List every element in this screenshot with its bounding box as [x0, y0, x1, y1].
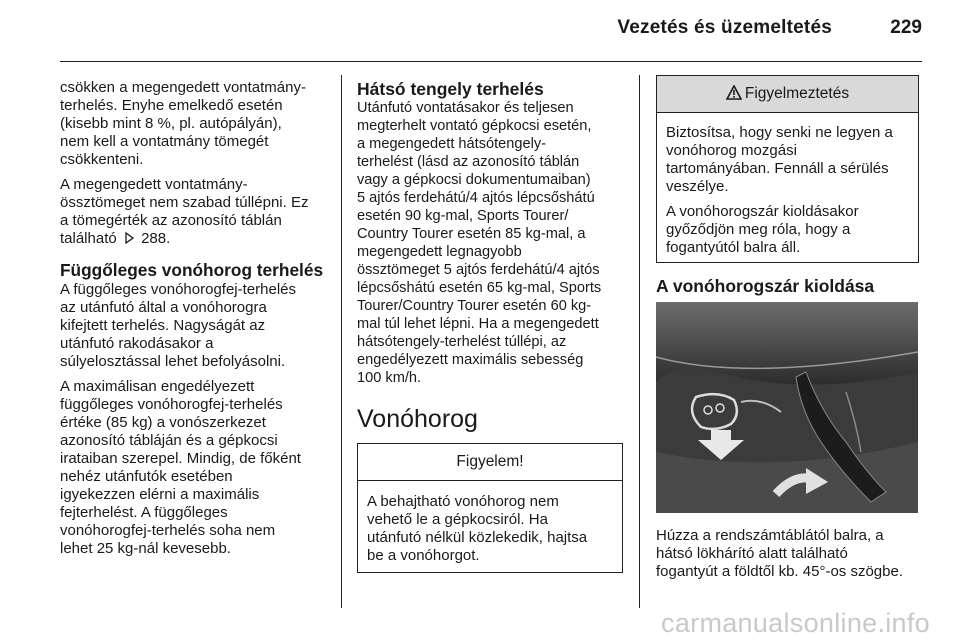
text-line: terhelést (lásd az azonosító táblán: [357, 154, 580, 170]
warning-box: [656, 75, 919, 263]
chapter-heading: Vonóhorog: [357, 405, 478, 433]
text-line: azonosító tábláján és a gépkocsi: [60, 432, 278, 449]
warning-title: Figyelmeztetés: [744, 85, 850, 102]
text-line: nehéz utánfutók esetében: [60, 468, 233, 485]
text-line: össztömeget 5 ajtós ferdehátú/4 ajtós: [357, 262, 600, 278]
text-line: 5 ajtós ferdehátú/4 ajtós lépcsőshátú: [357, 190, 595, 206]
tow-hook-release-illustration: [656, 302, 918, 513]
text-line: csökken a megengedett vontatmány-: [60, 79, 306, 96]
text-line: engedélyezett maximális sebesség: [357, 352, 584, 368]
text-line: mal túl lehet lépni. Ha a megengedett: [357, 316, 599, 332]
text-line: irataiban szerepel. Mindig, de főként: [60, 450, 301, 467]
text-line: a megengedett hátsótengely-: [357, 136, 547, 152]
text-line: be a vonóhorgot.: [367, 547, 480, 564]
text-line: hátsó lökhárító alatt található: [656, 545, 848, 562]
column-2: [357, 79, 623, 573]
paragraph: [60, 176, 332, 248]
text-line: lépcsőshátú esetén 65 kg-mal, Sports: [357, 280, 602, 296]
notice-box-body: [358, 481, 622, 569]
text-line: esetén 90 kg-mal, Sports Tourer/: [357, 208, 569, 224]
text-line: kifejtett terhelés. Nagyságát az: [60, 317, 266, 334]
text-line: utánfutó rakodásakor a: [60, 335, 214, 352]
paragraph: [666, 124, 910, 196]
text-line: Biztosítsa, hogy senki ne legyen a: [666, 124, 893, 141]
text-line: A megengedett vontatmány-: [60, 176, 248, 193]
text-line: fogantyút a földtől kb. 45°-os szögbe.: [656, 563, 903, 580]
running-header-title: Vezetés és üzemeltetés: [617, 17, 832, 38]
text-line: veszélye.: [666, 178, 729, 195]
text-line: a tömegérték az azonosító táblán: [60, 212, 282, 229]
column-1: [60, 79, 332, 565]
text-line: A behajtható vonóhorog nem: [367, 493, 559, 510]
text-line: fejterhelést. A függőleges: [60, 504, 228, 521]
text-line: vonóhorogfej-terhelés soha nem: [60, 522, 276, 539]
text-line: Tourer/Country Tourer esetén 60 kg-: [357, 298, 592, 314]
text-line: össztömeget nem szabad túllépni. Ez: [60, 194, 309, 211]
section-heading: Hátsó tengely terhelés: [357, 79, 544, 99]
text-line: megterhelt vontató gépkocsi esetén,: [357, 118, 592, 134]
text-line: igyekezzen elérni a maximális: [60, 486, 260, 503]
text-fragment: található: [60, 230, 117, 247]
paragraph: [60, 281, 332, 371]
text-line: 100 km/h.: [357, 370, 422, 386]
text-line: függőleges vonóhorogfej-terhelés: [60, 396, 283, 413]
paragraph: [666, 203, 910, 257]
text-line: hátsótengely-terhelést túllépi, az: [357, 334, 567, 350]
paragraph: [357, 99, 623, 387]
section-heading: A vonóhorogszár kioldása: [656, 276, 875, 296]
text-line: vagy a gépkocsi dokumentumaiban): [357, 172, 591, 188]
text-line: A függőleges vonóhorogfej-terhelés: [60, 281, 297, 298]
warning-box-body: [657, 113, 918, 261]
text-line: megengedett legnagyobb: [357, 244, 522, 260]
text-line: A maximálisan engedélyezett: [60, 378, 255, 395]
notice-box: [357, 443, 623, 573]
text-line: (kisebb mint 8 %, pl. autópályán),: [60, 115, 282, 132]
paragraph: [60, 378, 332, 558]
warning-triangle-icon: [726, 85, 745, 103]
text-line: Utánfutó vontatásakor és teljesen: [357, 100, 574, 116]
watermark: carmanualsonline.info: [661, 608, 930, 638]
text-line: győződjön meg róla, hogy a: [666, 221, 851, 238]
page-number: 229: [890, 17, 922, 38]
section-heading: Függőleges vonóhorog terhelés: [60, 260, 324, 280]
arrow-reference-icon[interactable]: [121, 230, 141, 247]
notice-box-title: Figyelem!: [358, 444, 622, 481]
text-line: terhelés. Enyhe emelkedő esetén: [60, 97, 283, 114]
paragraph: [60, 79, 332, 169]
text-line: értéke (85 kg) a vonószerkezet: [60, 414, 266, 431]
text-line: utánfutó nélkül közlekedik, hajtsa: [367, 529, 588, 546]
text-line: az utánfutó által a vonóhorogra: [60, 299, 267, 316]
illustration-caption: [656, 527, 920, 581]
text-line: lehet 25 kg-nál kevesebb.: [60, 540, 231, 557]
text-line: Húzza a rendszámtáblától balra, a: [656, 527, 884, 544]
text-line: vehető le a gépkocsiról. Ha: [367, 511, 548, 528]
column-divider-2: [639, 75, 640, 608]
text-line: nem kell a vontatmány tömegét: [60, 133, 269, 150]
header-rule: [60, 61, 922, 62]
text-line: A vonóhorogszár kioldásakor: [666, 203, 859, 220]
warning-box-title: [657, 76, 918, 113]
text-line: tartományában. Fennáll a sérülés: [666, 160, 889, 177]
text-line: [60, 230, 332, 248]
text-line: Country Tourer esetén 85 kg-mal, a: [357, 226, 586, 242]
text-line: csökkenteni.: [60, 151, 144, 168]
column-3: [656, 75, 920, 296]
text-line: fogantyútól balra áll.: [666, 239, 801, 256]
page-reference-link[interactable]: 288.: [141, 230, 171, 247]
text-line: súlyelosztással lehet befolyásolni.: [60, 353, 286, 370]
column-divider-1: [341, 75, 342, 608]
text-line: vonóhorog mozgási: [666, 142, 797, 159]
